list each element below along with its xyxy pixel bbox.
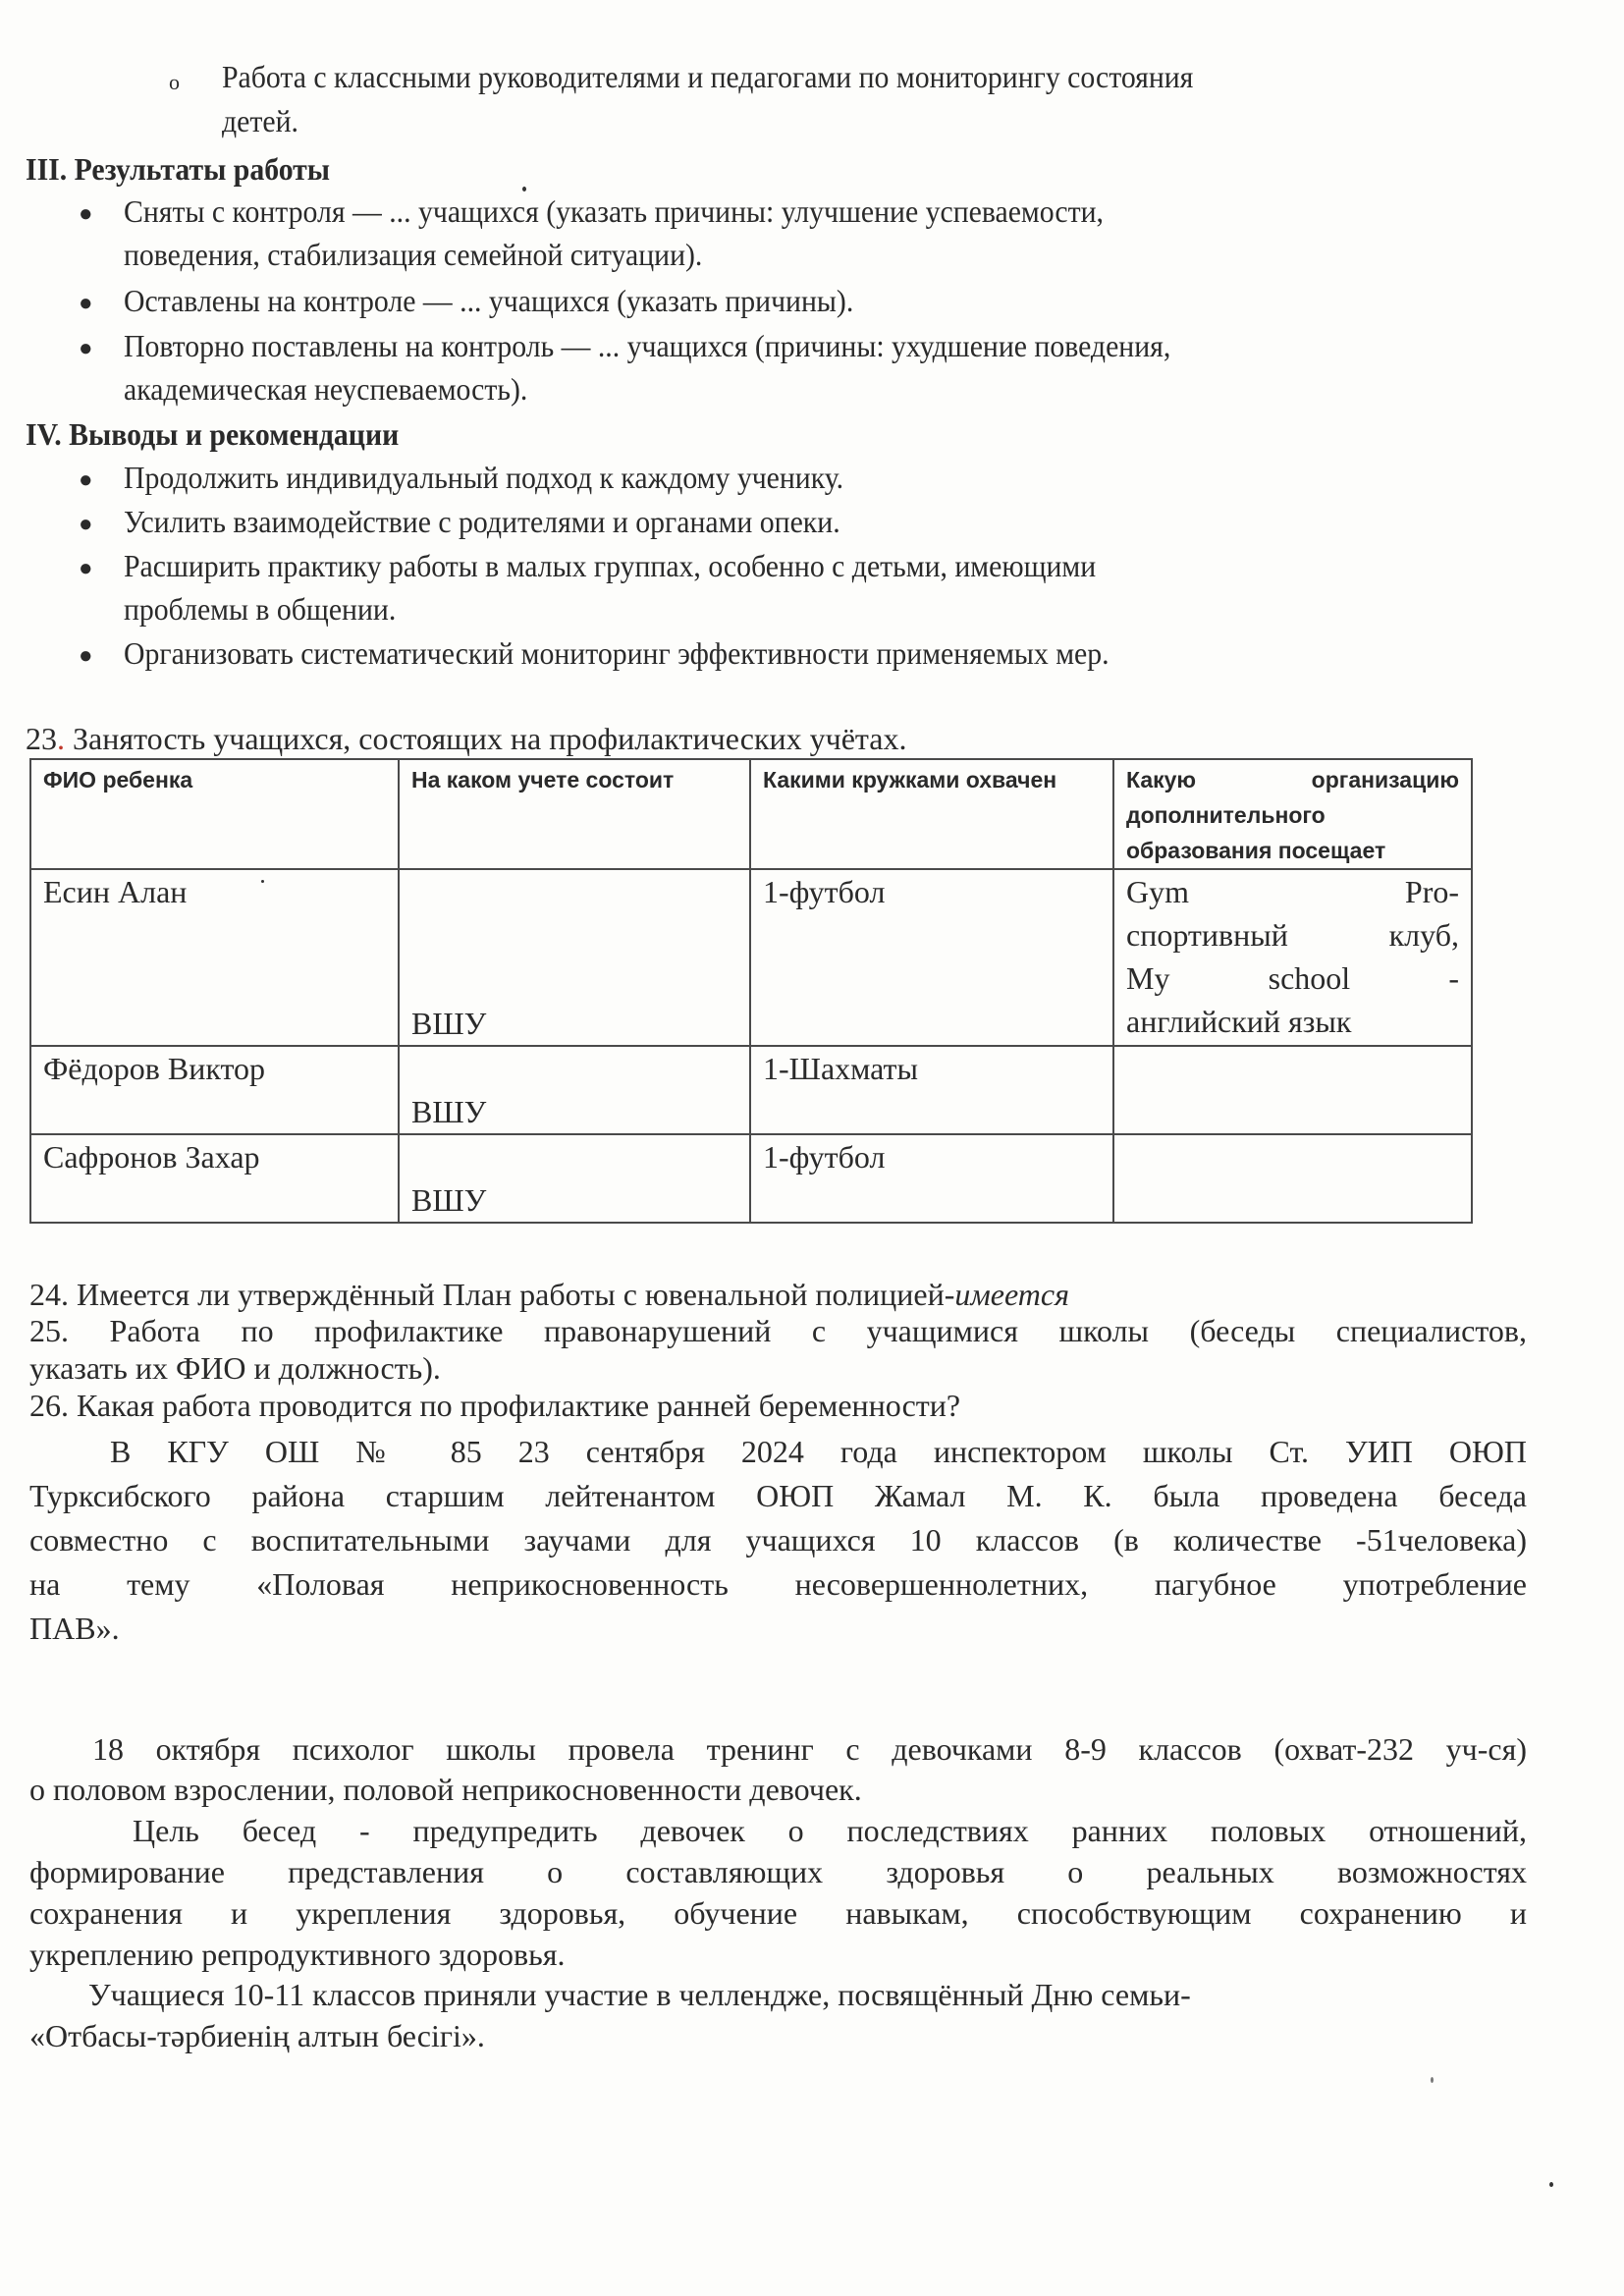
- paragraph-line: В КГУ ОШ № 85 23 сентября 2024 года инспектором школы Ст. УИП ОЮП: [110, 1434, 1527, 1469]
- list-item: Расширить практику работы в малых группах, особенно с детьми, имеющими: [124, 548, 1097, 583]
- org-line: My school -: [1126, 960, 1459, 996]
- scan-speck: [1549, 2182, 1553, 2187]
- table-row: [30, 1046, 1472, 1134]
- paragraph-line: о половом взрослении, половой неприкосновенности девочек.: [29, 1772, 862, 1807]
- cell-name: Сафронов Захар: [30, 1134, 399, 1223]
- table-row: [30, 869, 1472, 1046]
- sub-bullet-text-cont: детей.: [222, 103, 298, 138]
- table-row: [30, 1134, 1472, 1223]
- table-header-row: [30, 759, 1472, 869]
- column-header-organization: Какую организацию дополнительного образования посещает: [1113, 759, 1472, 869]
- cell-name: Фёдоров Виктор: [30, 1046, 399, 1134]
- cell-clubs: 1-Шахматы: [750, 1046, 1113, 1134]
- bullet-icon: ●: [79, 336, 93, 361]
- paragraph-line: укреплению репродуктивного здоровья.: [29, 1937, 566, 1972]
- list-item-cont: проблемы в общении.: [124, 591, 397, 627]
- paragraph-line: Учащиеся 10-11 классов приняли участие в челлендже, посвящённый Дню семьи-: [88, 1977, 1191, 2012]
- list-item: Организовать систематический мониторинг эффективности применяемых мер.: [124, 635, 1110, 671]
- registry-value: ВШУ: [411, 1094, 487, 1129]
- bullet-icon: ●: [79, 201, 93, 227]
- bullet-icon: ●: [79, 291, 93, 316]
- question-26: 26. Какая работа проводится по профилактике ранней беременности?: [29, 1388, 961, 1423]
- list-item: Усилить взаимодействие с родителями и органами опеки.: [124, 504, 840, 539]
- org-line: Gym Pro-: [1126, 874, 1459, 909]
- bullet-icon: ●: [79, 556, 93, 581]
- section-heading-conclusions: IV. Выводы и рекомендации: [26, 416, 400, 452]
- question-24-answer: имеется: [954, 1277, 1069, 1312]
- cell-organization: [1113, 869, 1472, 1046]
- question-25-line1: 25. Работа по профилактике правонарушений с учащимися школы (беседы специалистов,: [29, 1313, 1527, 1348]
- question-24-text: 24. Имеется ли утверждённый План работы с ювенальной полицией-: [29, 1277, 955, 1312]
- bullet-icon: ●: [79, 512, 93, 537]
- scan-speck: [1431, 2077, 1434, 2083]
- list-item-cont: академическая неуспеваемость).: [124, 371, 528, 407]
- paragraph-line: формирование представления о составляющих здоровья о реальных возможностях: [29, 1854, 1527, 1889]
- paragraph-line: 18 октября психолог школы провела тренинг с девочками 8-9 классов (охват-232 уч-ся): [92, 1731, 1527, 1767]
- column-header-clubs: Какими кружками охвачен: [750, 759, 1113, 869]
- org-line: английский язык: [1126, 1004, 1352, 1039]
- paragraph-line: сохранения и укрепления здоровья, обучение навыкам, способствующим сохранению и: [29, 1895, 1527, 1931]
- list-item: Повторно поставлены на контроль — ... учащихся (причины: ухудшение поведения,: [124, 328, 1171, 363]
- circle-bullet-icon: o: [169, 70, 180, 94]
- scan-speck: [261, 880, 264, 883]
- cell-registry: [399, 1134, 750, 1223]
- section-heading-results: III. Результаты работы: [26, 151, 331, 187]
- question-number: 23: [26, 721, 57, 756]
- paragraph-line: Цель бесед - предупредить девочек о последствиях ранних половых отношений,: [133, 1813, 1527, 1848]
- paragraph-line: ПАВ».: [29, 1611, 120, 1646]
- cell-organization: [1113, 1046, 1472, 1134]
- registry-value: ВШУ: [411, 1182, 487, 1218]
- paragraph-line: Турксибского района старшим лейтенантом ОЮП Жамал М. К. была проведена беседа: [29, 1478, 1527, 1513]
- cell-organization: [1113, 1134, 1472, 1223]
- list-item: Сняты с контроля — ... учащихся (указать причины: улучшение успеваемости,: [124, 193, 1104, 229]
- question-text: Занятость учащихся, состоящих на профилактических учётах.: [65, 721, 907, 756]
- question-number-dot: .: [57, 721, 65, 756]
- scan-speck: [522, 187, 526, 191]
- cell-registry: [399, 1046, 750, 1134]
- cell-name: Есин Алан: [30, 869, 399, 1046]
- registry-value: ВШУ: [411, 1006, 487, 1041]
- column-header-registry: На каком учете состоит: [399, 759, 750, 869]
- question-24: [29, 1273, 1069, 1316]
- paragraph-line: «Отбасы-тәрбиенің алтын бесігі».: [29, 2018, 485, 2053]
- list-item: Продолжить индивидуальный подход к каждому ученику.: [124, 460, 844, 495]
- list-item: Оставлены на контроле — ... учащихся (указать причины).: [124, 283, 854, 318]
- bullet-icon: ●: [79, 643, 93, 669]
- column-header-name: ФИО ребенка: [30, 759, 399, 869]
- list-item-cont: поведения, стабилизация семейной ситуации).: [124, 237, 703, 272]
- cell-clubs: 1-футбол: [750, 869, 1113, 1046]
- question-25-line2: указать их ФИО и должность).: [29, 1350, 441, 1386]
- org-line: спортивный клуб,: [1126, 917, 1459, 953]
- sub-bullet-text: Работа с классными руководителями и педагогами по мониторингу состояния: [222, 59, 1194, 94]
- registry-table: [29, 758, 1473, 1224]
- paragraph-line: совместно с воспитательными заучами для учащихся 10 классов (в количестве -51человека): [29, 1522, 1527, 1558]
- bullet-icon: ●: [79, 467, 93, 493]
- cell-registry: [399, 869, 750, 1046]
- cell-clubs: 1-футбол: [750, 1134, 1113, 1223]
- question-23-title: [26, 717, 906, 760]
- paragraph-line: на тему «Половая неприкосновенность несовершеннолетних, пагубное употребление: [29, 1566, 1527, 1602]
